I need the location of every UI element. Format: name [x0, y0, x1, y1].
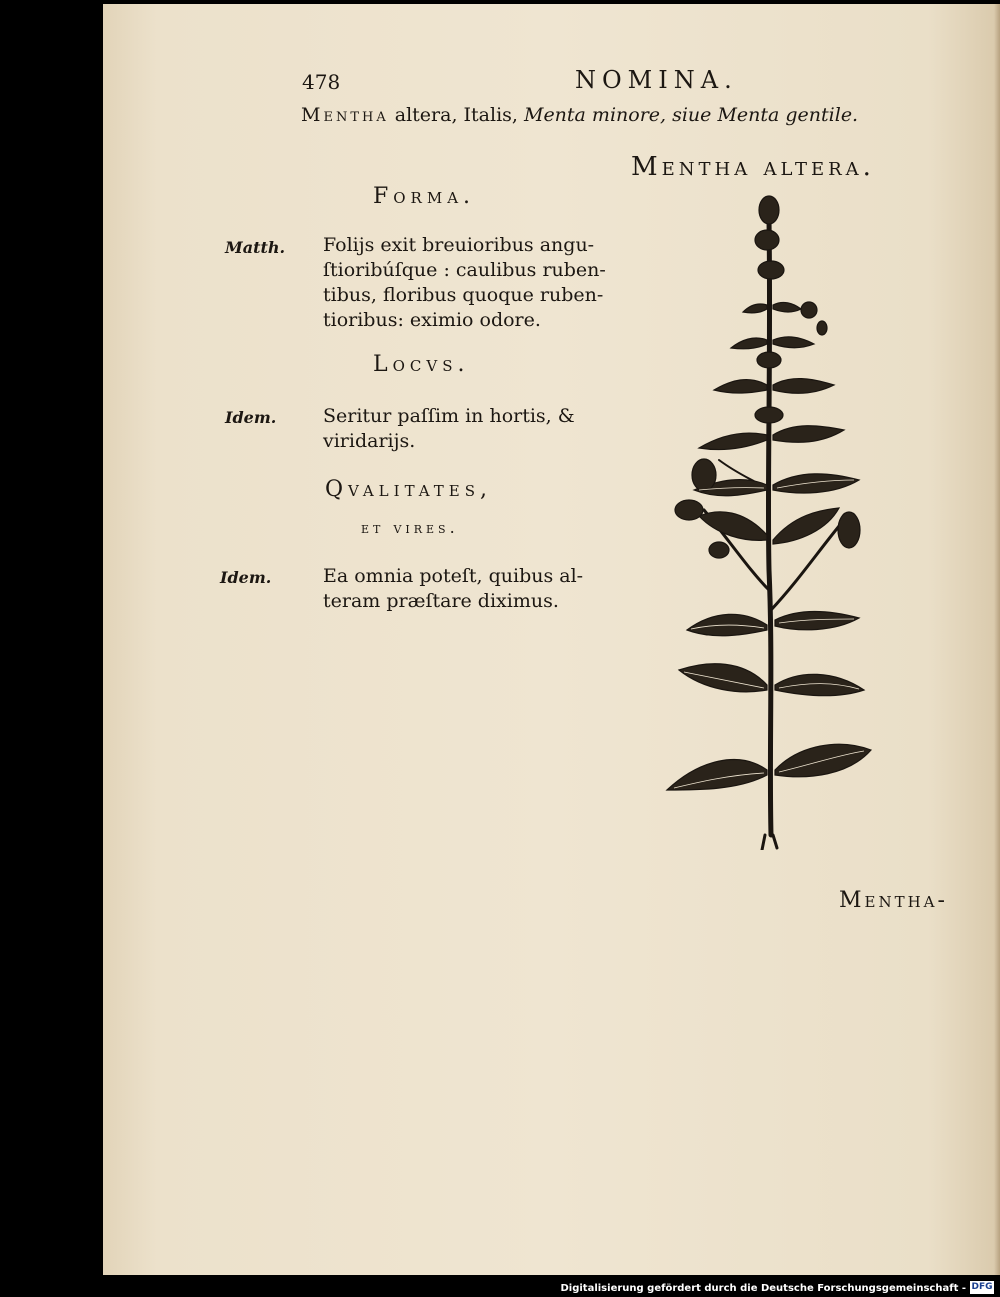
page-edge-shadow — [994, 4, 1000, 1275]
book-page — [103, 4, 1000, 1275]
section-heading-locus: Locvs. — [373, 352, 470, 377]
italian-name: Menta minore, siue Menta gentile. — [523, 104, 859, 126]
section-heading-forma: Forma. — [373, 184, 476, 209]
name-line — [301, 104, 858, 126]
paragraph-locus — [323, 404, 575, 454]
page-number: 478 — [302, 70, 341, 94]
text-line: Seritur paſſim in hortis, & — [323, 405, 575, 427]
section-subheading-vires: et vires. — [361, 518, 459, 537]
section-heading-qualitates: Qvalitates, — [325, 477, 492, 502]
catchword: Mentha- — [839, 888, 948, 913]
dfg-logo: DFG — [971, 1282, 993, 1292]
digitization-credit: Digitalisierung gefördert durch die Deutsche Forschungsgemeinschaft - — [560, 1283, 966, 1294]
paragraph-qualitates — [323, 564, 583, 614]
plant-title: Mentha altera. — [631, 152, 875, 182]
marginal-note: Matth. — [225, 238, 286, 257]
text-line: viridarijs. — [323, 430, 416, 452]
mint-plant-woodcut — [659, 190, 879, 850]
plant-name: Mentha — [301, 104, 389, 126]
marginal-note: Idem. — [225, 408, 277, 427]
text-line: teram præſtare diximus. — [323, 590, 559, 612]
text-line: Ea omnia poteſt, quibus al- — [323, 565, 584, 587]
marginal-note: Idem. — [220, 568, 272, 587]
text-line: tibus, floribus quoque ruben- — [323, 284, 604, 306]
text-line: tioribus: eximio odore. — [323, 309, 541, 331]
text-line: Folijs exit breuioribus angu- — [323, 234, 595, 256]
paragraph-forma — [323, 233, 606, 333]
name-line-text: altera, Italis, — [388, 104, 524, 126]
text-line: ſtioribúſque : caulibus ruben- — [323, 259, 606, 281]
running-head: NOMINA. — [575, 66, 738, 94]
